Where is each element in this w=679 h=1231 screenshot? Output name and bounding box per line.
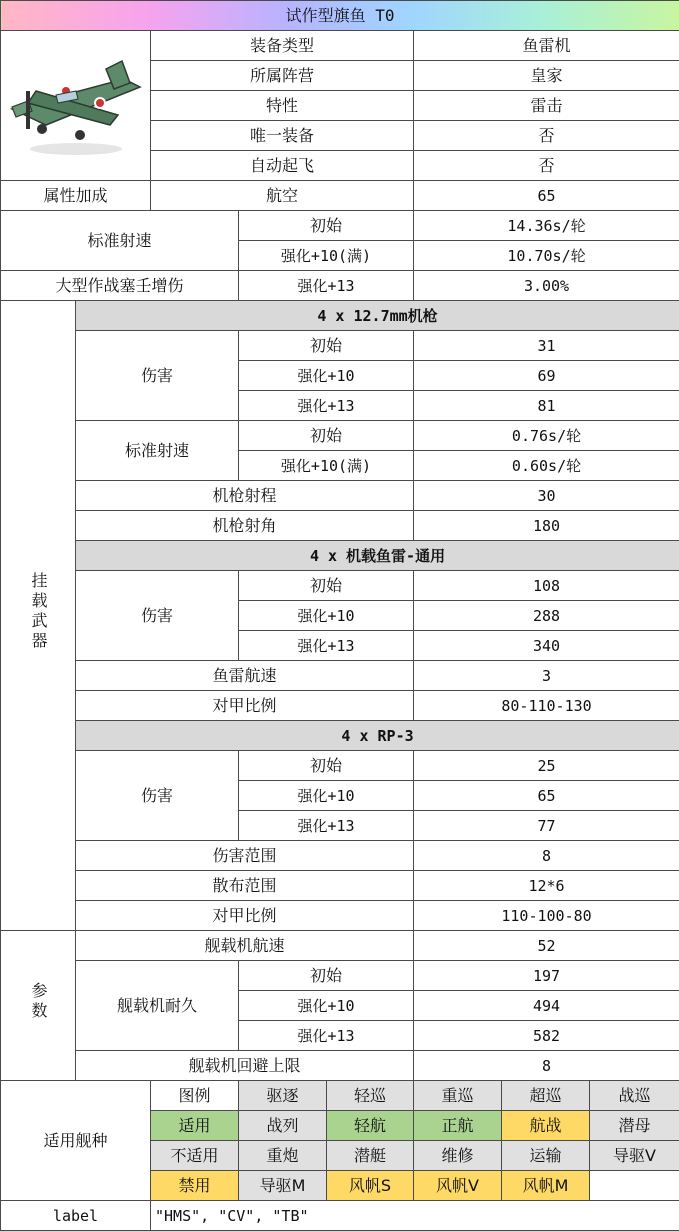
ship-cell: 潜母 <box>590 1111 679 1141</box>
rocket-armor-value: 110-100-80 <box>414 901 679 931</box>
gun-dmg-0-label: 初始 <box>239 331 414 361</box>
rocket-dmg-1-label: 强化+10 <box>239 781 414 811</box>
torpedo-dmg-0-value: 108 <box>414 571 679 601</box>
ship-cell: 禁用 <box>151 1171 239 1201</box>
torpedo-header: 4 x 机载鱼雷-通用 <box>76 541 679 571</box>
gun-dmg-0-value: 31 <box>414 331 679 361</box>
info-value-unique: 否 <box>414 121 679 151</box>
torpedo-dmg-1-label: 强化+10 <box>239 601 414 631</box>
rocket-dmg-2-value: 77 <box>414 811 679 841</box>
rocket-dmg-0-value: 25 <box>414 751 679 781</box>
rocket-dmg-1-value: 65 <box>414 781 679 811</box>
plane-hp-label: 舰载机耐久 <box>76 961 239 1051</box>
torpedo-dmg-0-label: 初始 <box>239 571 414 601</box>
gun-rate-1-value: 0.60s/轮 <box>414 451 679 481</box>
gun-dmg-2-value: 81 <box>414 391 679 421</box>
torpedo-speed-value: 3 <box>414 661 679 691</box>
ship-cell: 驱逐 <box>239 1081 327 1111</box>
ship-cell: 导驱V <box>590 1141 679 1171</box>
rocket-dmg-2-label: 强化+13 <box>239 811 414 841</box>
ship-cell: 维修 <box>414 1141 502 1171</box>
gun-header: 4 x 12.7mm机枪 <box>76 301 679 331</box>
ship-cell: 轻航 <box>327 1111 414 1141</box>
ship-cell: 适用 <box>151 1111 239 1141</box>
ship-cell: 重炮 <box>239 1141 327 1171</box>
bossdmg-value: 3.00% <box>414 271 679 301</box>
gun-dmg-2-label: 强化+13 <box>239 391 414 421</box>
info-value-faction: 皇家 <box>414 61 679 91</box>
gun-rate-label: 标准射速 <box>76 421 239 481</box>
bossdmg-label: 大型作战塞壬增伤 <box>1 271 239 301</box>
gun-damage-label: 伤害 <box>76 331 239 421</box>
firerate-init-value: 14.36s/轮 <box>414 211 679 241</box>
torpedo-armor-label: 对甲比例 <box>76 691 414 721</box>
gun-rate-1-label: 强化+10(满) <box>239 451 414 481</box>
rocket-armor-label: 对甲比例 <box>76 901 414 931</box>
rocket-spread-label: 散布范围 <box>76 871 414 901</box>
rocket-spread-value: 12*6 <box>414 871 679 901</box>
info-label-autolaunch: 自动起飞 <box>151 151 414 181</box>
torpedo-bomber-icon <box>6 51 146 161</box>
rocket-range-value: 8 <box>414 841 679 871</box>
gun-angle-label: 机枪射角 <box>76 511 414 541</box>
torpedo-speed-label: 鱼雷航速 <box>76 661 414 691</box>
plane-hp-0-label: 初始 <box>239 961 414 991</box>
params-label-text: 参数 <box>29 982 48 1022</box>
gun-range-label: 机枪射程 <box>76 481 414 511</box>
weapons-label-text: 挂载武器 <box>29 572 48 652</box>
label-key: label <box>1 1201 151 1231</box>
torpedo-dmg-1-value: 288 <box>414 601 679 631</box>
rocket-damage-label: 伤害 <box>76 751 239 841</box>
ship-cell: 重巡 <box>414 1081 502 1111</box>
plane-hp-1-label: 强化+10 <box>239 991 414 1021</box>
firerate-max-label: 强化+10(满) <box>239 241 414 271</box>
torpedo-dmg-2-value: 340 <box>414 631 679 661</box>
ship-cell: 风帆S <box>327 1171 414 1201</box>
weapons-label <box>1 301 76 931</box>
info-label-type: 装备类型 <box>151 31 414 61</box>
firerate-max-value: 10.70s/轮 <box>414 241 679 271</box>
rocket-range-label: 伤害范围 <box>76 841 414 871</box>
info-value-autolaunch: 否 <box>414 151 679 181</box>
ship-cell: 战列 <box>239 1111 327 1141</box>
bonus-label: 属性加成 <box>1 181 151 211</box>
ship-cell: 不适用 <box>151 1141 239 1171</box>
gun-dmg-1-label: 强化+10 <box>239 361 414 391</box>
ship-cell: 正航 <box>414 1111 502 1141</box>
torpedo-damage-label: 伤害 <box>76 571 239 661</box>
plane-speed-value: 52 <box>414 931 679 961</box>
info-label-trait: 特性 <box>151 91 414 121</box>
gun-angle-value: 180 <box>414 511 679 541</box>
ship-cell: 运输 <box>502 1141 590 1171</box>
gun-range-value: 30 <box>414 481 679 511</box>
plane-hp-1-value: 494 <box>414 991 679 1021</box>
ship-cell: 图例 <box>151 1081 239 1111</box>
gun-rate-0-value: 0.76s/轮 <box>414 421 679 451</box>
ship-cell: 超巡 <box>502 1081 590 1111</box>
page-title: 试作型旗鱼 T0 <box>1 1 679 31</box>
ships-label: 适用舰种 <box>1 1081 151 1201</box>
params-label <box>1 931 76 1081</box>
ship-cell: 风帆V <box>414 1171 502 1201</box>
gun-dmg-1-value: 69 <box>414 361 679 391</box>
ship-cell <box>590 1171 679 1201</box>
plane-hp-2-value: 582 <box>414 1021 679 1051</box>
rocket-dmg-0-label: 初始 <box>239 751 414 781</box>
firerate-init-label: 初始 <box>239 211 414 241</box>
ship-cell: 轻巡 <box>327 1081 414 1111</box>
plane-evade-label: 舰载机回避上限 <box>76 1051 414 1081</box>
bonus-value: 65 <box>414 181 679 211</box>
info-value-trait: 雷击 <box>414 91 679 121</box>
plane-hp-2-label: 强化+13 <box>239 1021 414 1051</box>
equipment-image <box>1 31 151 181</box>
ship-cell: 战巡 <box>590 1081 679 1111</box>
plane-hp-0-value: 197 <box>414 961 679 991</box>
gun-rate-0-label: 初始 <box>239 421 414 451</box>
info-label-unique: 唯一装备 <box>151 121 414 151</box>
info-label-faction: 所属阵营 <box>151 61 414 91</box>
ship-cell: 导驱M <box>239 1171 327 1201</box>
ship-cell: 航战 <box>502 1111 590 1141</box>
torpedo-dmg-2-label: 强化+13 <box>239 631 414 661</box>
firerate-label: 标准射速 <box>1 211 239 271</box>
torpedo-armor-value: 80-110-130 <box>414 691 679 721</box>
plane-evade-value: 8 <box>414 1051 679 1081</box>
info-value-type: 鱼雷机 <box>414 31 679 61</box>
plane-speed-label: 舰载机航速 <box>76 931 414 961</box>
label-value: "HMS", "CV", "TB" <box>151 1201 679 1231</box>
ship-cell: 潜艇 <box>327 1141 414 1171</box>
bossdmg-sub: 强化+13 <box>239 271 414 301</box>
bonus-stat: 航空 <box>151 181 414 211</box>
rocket-header: 4 x RP-3 <box>76 721 679 751</box>
ship-cell: 风帆M <box>502 1171 590 1201</box>
